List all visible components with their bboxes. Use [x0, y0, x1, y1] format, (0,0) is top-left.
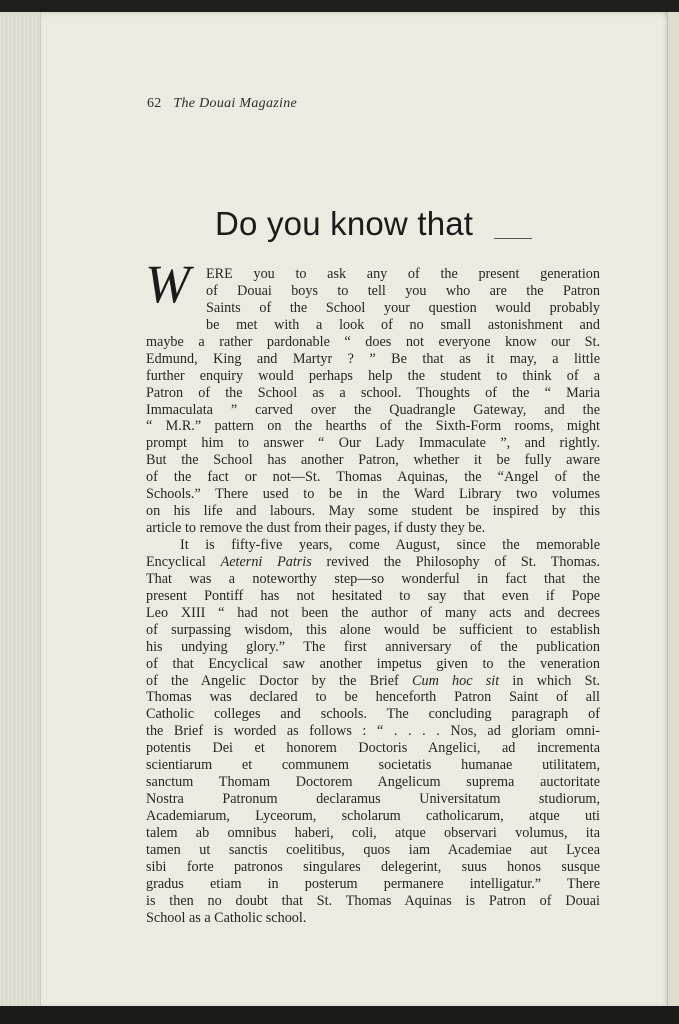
text-line: sanctum Thomam Doctorem Angelicum suprema auctoritate: [146, 774, 600, 791]
text-line: of surpassing wisdom, this alone would be sufficient to establish: [146, 621, 600, 638]
text-fragment: Encyclical: [146, 553, 221, 570]
text-line: Saints of the School your question would probably: [206, 299, 600, 316]
running-head: [147, 96, 297, 112]
article-body: [146, 266, 600, 927]
italic-title: Cum hoc sit: [412, 672, 500, 689]
text-line: But the School has another Patron, whether it be fully aware: [146, 452, 600, 469]
text-line: his undying glory.” The first anniversary of the publication: [146, 638, 600, 655]
text-fragment: revived the Philosophy of St. Thomas.: [311, 553, 600, 570]
text-line: talem ab omnibus haberi, coli, atque observari volumus, ita: [146, 824, 600, 841]
text-line: tamen ut sanctis coelitibus, quos iam Academiae aut Lycea: [146, 841, 600, 858]
title-rule: [494, 238, 532, 239]
page-edge: [667, 12, 679, 1008]
text-line: is then no doubt that St. Thomas Aquinas is Patron of Douai: [146, 892, 600, 909]
magazine-title: The Douai Magazine: [173, 96, 298, 111]
text-line: be met with a look of no small astonishment and: [206, 316, 600, 333]
italic-title: Aeterni Patris: [220, 553, 312, 570]
text-line: of that Encyclical saw another impetus given to the veneration: [146, 655, 600, 672]
text-line: That was a noteworthy step—so wonderful in fact that the: [146, 570, 600, 587]
text-line: present Pontiff has not hesitated to say that even if Pope: [146, 587, 600, 604]
text-line: Thomas was declared to be henceforth Patron Saint of all: [146, 689, 600, 706]
text-line-mixed: [146, 554, 600, 571]
text-line: Schools.” There used to be in the Ward Library two volumes: [146, 486, 600, 503]
text-line: Leo XIII “ had not been the author of many acts and decrees: [146, 604, 600, 621]
text-fragment: in which St.: [499, 672, 600, 689]
text-line: prompt him to answer “ Our Lady Immaculate ”, and rightly.: [146, 435, 600, 452]
article-title: Do you know that: [215, 205, 474, 242]
text-line: Immaculata ” carved over the Quadrangle Gateway, and the: [146, 401, 600, 418]
text-line: of Douai boys to tell you who are the Patron: [206, 282, 600, 299]
text-fragment: of the Angelic Doctor by the Brief: [146, 672, 413, 689]
text-line: Edmund, King and Martyr ? ” Be that as it may, a little: [146, 350, 600, 367]
text-line: article to remove the dust from their pages, if dusty they be.: [146, 520, 486, 537]
page-number: 62: [147, 96, 162, 111]
text-line: sibi forte patronos singulares delegerint, suus honos susque: [146, 858, 600, 875]
text-line: ERE you to ask any of the present generation: [206, 266, 600, 282]
text-line: further enquiry would perhaps help the student to think of a: [146, 367, 600, 384]
text-line: Nostra Patronum declaramus Universitatum studiorum,: [146, 791, 600, 808]
text-line: the Brief is worded as follows : “ . . . . Nos, ad gloriam omni-: [146, 723, 600, 740]
page-gutter: [0, 12, 41, 1008]
text-line: Academiarum, Lyceorum, scholarum catholicarum, atque uti: [146, 808, 600, 824]
text-line: potentis Dei et honorem Doctoris Angelici, ad incrementa: [146, 740, 600, 757]
text-line: gradus etiam in posterum permanere intelligatur.” There: [146, 875, 600, 892]
text-line-mixed: [146, 673, 600, 690]
text-line: scientiarum et communem societatis humanae utilitatem,: [146, 757, 600, 774]
text-line: maybe a rather pardonable “ does not everyone know our St.: [146, 333, 600, 350]
drop-cap: W: [145, 254, 190, 314]
bottom-background: [0, 1006, 679, 1024]
text-line: on his life and labours. May some student be inspired by this: [146, 503, 600, 520]
text-line: Catholic colleges and schools. The concluding paragraph of: [146, 706, 600, 723]
text-line: School as a Catholic school.: [146, 909, 307, 926]
text-line: Patron of the School as a school. Thoughts of the “ Maria: [146, 384, 600, 401]
text-line: It is fifty-five years, come August, since the memorable: [180, 537, 600, 553]
text-line: “ M.R.” pattern on the hearths of the Sixth-Form rooms, might: [146, 418, 600, 435]
text-line: of the fact or not—St. Thomas Aquinas, the “Angel of the: [146, 469, 600, 486]
